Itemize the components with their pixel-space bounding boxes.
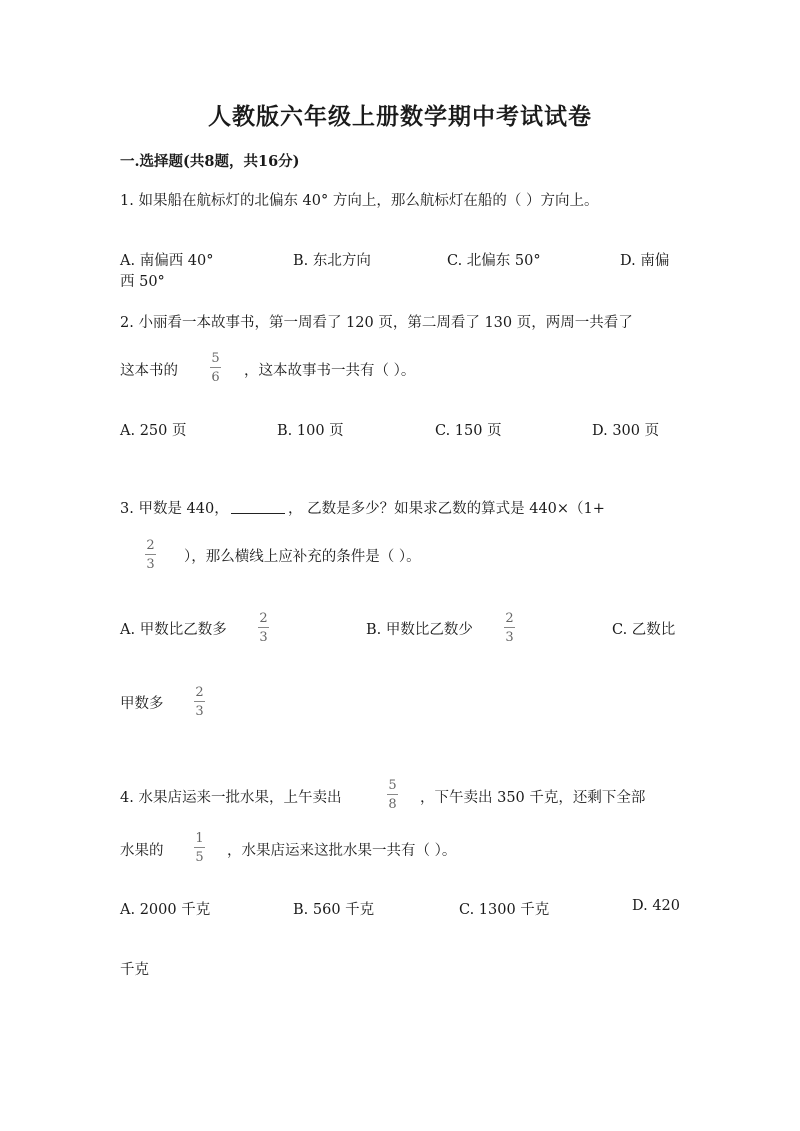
fraction-numerator: 2 [146, 538, 155, 553]
question-3-option-a-fraction [258, 612, 269, 644]
question-2-option-c[interactable]: C. 150 页 [435, 423, 502, 439]
question-3-stem-mid: ， 乙数是多少？如果求乙数的算式是 440×（1+ [288, 501, 605, 517]
question-3-option-c-fraction [194, 686, 205, 718]
fraction-numerator: 1 [195, 831, 204, 846]
question-4-stem-post: ，水果店运来这批水果一共有（ ）。 [227, 843, 457, 859]
question-2-fraction [210, 352, 221, 384]
fraction-numerator: 2 [505, 611, 514, 626]
fraction-denominator: 6 [211, 370, 220, 385]
fraction-bar [194, 701, 205, 702]
question-3-option-b[interactable]: B. 甲数比乙数少 [366, 622, 473, 638]
question-4-fraction-2 [194, 832, 205, 864]
fraction-denominator: 3 [195, 704, 204, 719]
question-2-stem-pre: 这本书的 [120, 363, 178, 379]
fraction-numerator: 2 [259, 611, 268, 626]
fraction-numerator: 2 [195, 685, 204, 700]
fraction-bar [194, 847, 205, 848]
fraction-numerator: 5 [211, 351, 220, 366]
fraction-bar [258, 627, 269, 628]
fraction-denominator: 5 [195, 850, 204, 865]
question-2-stem-line1: 2. 小丽看一本故事书，第一周看了 120 页，第二周看了 130 页，两周一共看了 [120, 315, 633, 331]
question-4-option-a[interactable]: A. 2000 千克 [120, 902, 211, 918]
fraction-bar [504, 627, 515, 628]
question-1-option-d[interactable]: D. 南偏 [620, 253, 670, 269]
fraction-denominator: 3 [146, 557, 155, 572]
question-4-stem-mid: ，下午卖出 350 千克，还剩下全部 [420, 790, 646, 806]
question-1-option-b[interactable]: B. 东北方向 [293, 253, 371, 269]
page-title: 人教版六年级上册数学期中考试试卷 [208, 103, 592, 130]
fraction-bar [210, 367, 221, 368]
question-1-stem: 1. 如果船在航标灯的北偏东 40° 方向上，那么航标灯在船的（ ）方向上。 [120, 193, 599, 209]
fraction-numerator: 5 [388, 778, 397, 793]
question-3-stem-pre: 3. 甲数是 440， [120, 501, 229, 517]
fraction-denominator: 3 [259, 630, 268, 645]
question-2-option-b[interactable]: B. 100 页 [277, 423, 344, 439]
fraction-denominator: 3 [505, 630, 514, 645]
question-4-option-d-wrap: 千克 [120, 962, 149, 978]
question-4-option-d[interactable]: D. 420 [632, 898, 681, 914]
question-3-option-b-fraction [504, 612, 515, 644]
question-4-stem-pre: 4. 水果店运来一批水果，上午卖出 [120, 790, 342, 806]
question-4-stem-pre2: 水果的 [120, 843, 164, 859]
question-2-option-d[interactable]: D. 300 页 [592, 423, 660, 439]
fraction-denominator: 8 [388, 797, 397, 812]
question-3-option-c[interactable]: C. 乙数比 [612, 622, 676, 638]
question-2-stem-post: ，这本故事书一共有（ ）。 [244, 363, 416, 379]
question-3-stem-post: ），那么横线上应补充的条件是（ ）。 [184, 549, 421, 565]
question-2-option-a[interactable]: A. 250 页 [120, 423, 187, 439]
question-4-option-c[interactable]: C. 1300 千克 [459, 902, 550, 918]
fraction-bar [145, 554, 156, 555]
fraction-bar [387, 794, 398, 795]
question-3-fraction [145, 539, 156, 571]
question-4-option-b[interactable]: B. 560 千克 [293, 902, 375, 918]
question-3-option-c-wrap: 甲数多 [120, 696, 164, 712]
question-3-option-a[interactable]: A. 甲数比乙数多 [120, 622, 227, 638]
answer-blank-line [231, 512, 285, 514]
question-1-option-d-wrap: 西 50° [120, 274, 165, 290]
question-1-option-a[interactable]: A. 南偏西 40° [120, 253, 214, 269]
section-heading: 一.选择题(共8题，共16分) [120, 153, 300, 170]
question-1-option-c[interactable]: C. 北偏东 50° [447, 253, 541, 269]
question-4-fraction-1 [387, 779, 398, 811]
